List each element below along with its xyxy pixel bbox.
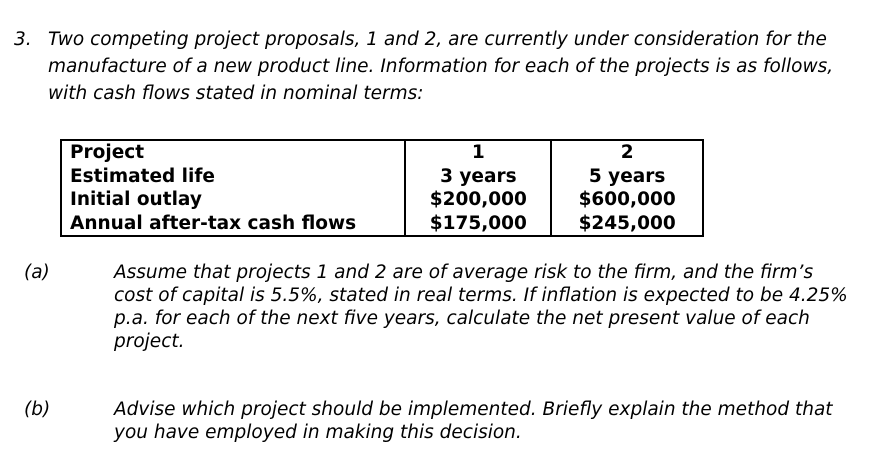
row-project-1-value: 3 years bbox=[405, 165, 551, 189]
part-a-text: Assume that projects 1 and 2 are of average risk to the firm, and the firm’s cost of capital is 5.5%, stated in real terms. If inflation is expected to be 4.25% p.a. for each of the next five years, calculate the net present value of each project. bbox=[114, 262, 848, 352]
table-header-label: Project bbox=[61, 140, 405, 165]
row-project-2-value: $245,000 bbox=[551, 212, 703, 237]
question-intro-text: Two competing project proposals, 1 and 2, are currently under consideration for the manufacture of a new product line. Information for each of the projects is as follows, with cash flows stated in nominal terms: bbox=[48, 29, 834, 104]
row-project-1-value: $200,000 bbox=[405, 188, 551, 212]
table-header-project-2: 2 bbox=[551, 140, 703, 165]
question-number: 3. bbox=[14, 29, 32, 50]
row-project-1-value: $175,000 bbox=[405, 212, 551, 237]
part-b-text: Advise which project should be implemented. Briefly explain the method that you have employed in making this decision. bbox=[114, 399, 833, 443]
table-row bbox=[61, 188, 703, 212]
row-label: Initial outlay bbox=[61, 188, 405, 212]
table-row bbox=[61, 212, 703, 237]
row-project-2-value: $600,000 bbox=[551, 188, 703, 212]
question-intro bbox=[14, 26, 854, 107]
table-header-project-1: 1 bbox=[405, 140, 551, 165]
project-table bbox=[60, 139, 704, 237]
part-a bbox=[24, 261, 854, 353]
part-b-label: (b) bbox=[24, 399, 51, 420]
table-header-row bbox=[61, 140, 703, 165]
row-label: Estimated life bbox=[61, 165, 405, 189]
part-b bbox=[24, 398, 854, 444]
row-label: Annual after-tax cash flows bbox=[61, 212, 405, 237]
part-a-label: (a) bbox=[24, 262, 50, 283]
row-project-2-value: 5 years bbox=[551, 165, 703, 189]
table-row bbox=[61, 165, 703, 189]
